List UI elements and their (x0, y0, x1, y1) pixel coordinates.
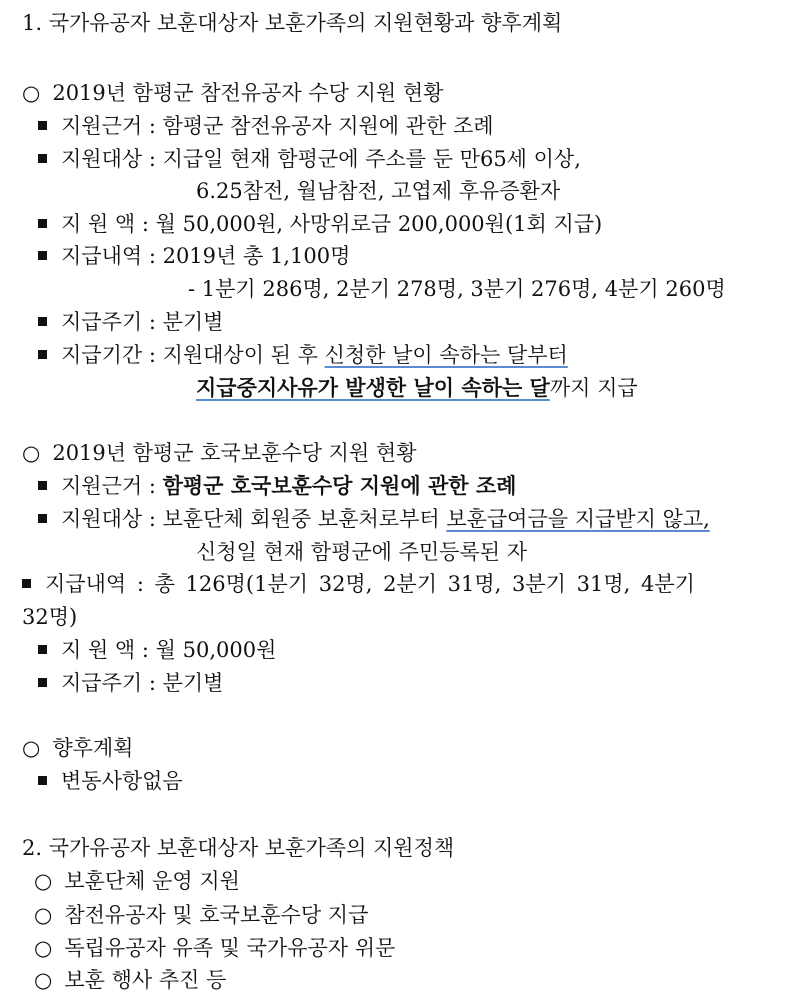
sub2-target-1a: 보훈단체 회원중 보훈처로부터 (162, 507, 447, 531)
sub2-basis: 함평군 호국보훈수당 지원에 관한 조례 (162, 473, 517, 498)
sub1-cycle-line (38, 307, 223, 337)
sub1-target-label: 지원대상 : (61, 147, 163, 171)
sub3-title: 향후계획 (52, 736, 134, 760)
sub1-period-1a: 지원대상이 된 후 (162, 343, 325, 367)
sub2-cycle-label: 지급주기 : (61, 671, 163, 695)
sub2-details-label: 지급내역 : (45, 572, 155, 596)
square-bullet-icon (38, 251, 47, 260)
circle-bullet-icon: ○ (34, 968, 53, 992)
square-bullet-icon (22, 579, 31, 588)
circle-bullet-icon: ○ (34, 903, 53, 927)
sub2-target-label: 지원대상 : (61, 507, 163, 531)
sub2-details-2: 32명) (22, 605, 78, 629)
sub1-details-1: 2019년 총 1,100명 (162, 244, 351, 268)
sub1-amount: 월 50,000원, 사망위로금 200,000원(1회 지급) (155, 212, 603, 236)
sub1-basis-line (38, 111, 494, 141)
square-bullet-icon (38, 776, 47, 785)
circle-bullet-icon: ○ (34, 936, 53, 960)
section1-heading: 1. 국가유공자 보훈대상자 보훈가족의 지원현황과 향후계획 (22, 11, 563, 35)
sub2-details-line (22, 569, 695, 599)
section2-item (34, 866, 240, 896)
sub2-details-1: 총 126명(1분기 32명, 2분기 31명, 3분기 31명, 4분기 (154, 572, 695, 596)
square-bullet-icon (38, 219, 47, 228)
sub1-period-2b: 까지 지급 (549, 376, 638, 400)
sub1-cycle-label: 지급주기 : (61, 310, 163, 334)
sub2-basis-label: 지원근거 : (61, 474, 163, 498)
square-bullet-icon (38, 154, 47, 163)
square-bullet-icon (38, 514, 47, 523)
sub2-target-line (38, 504, 710, 534)
square-bullet-icon (38, 481, 47, 490)
section2-heading: 2. 국가유공자 보훈대상자 보훈가족의 지원정책 (22, 836, 455, 860)
sub1-period-2-line (196, 373, 638, 403)
section2-item (34, 965, 226, 995)
sub1-cycle: 분기별 (162, 310, 224, 334)
sub3-title-line (22, 733, 133, 763)
sub1-amount-line (38, 209, 602, 239)
sub1-period-label: 지급기간 : (61, 343, 163, 367)
sub1-details-2: - 1분기 286명, 2분기 278명, 3분기 276명, 4분기 260명 (188, 277, 726, 301)
circle-bullet-icon: ○ (22, 441, 41, 465)
sub1-period-2a: 지급중지사유가 발생한 날이 속하는 달 (196, 375, 550, 400)
sub1-basis-label: 지원근거 : (61, 114, 163, 138)
square-bullet-icon (38, 678, 47, 687)
circle-bullet-icon: ○ (22, 736, 41, 760)
sub1-basis: 함평군 참전유공자 지원에 관한 조례 (162, 114, 494, 138)
sub1-target-1: 지급일 현재 함평군에 주소를 둔 만65세 이상, (162, 147, 581, 171)
circle-bullet-icon: ○ (34, 869, 53, 893)
sub1-details-line (38, 241, 350, 271)
sub2-amount-label: 지 원 액 : (61, 638, 156, 662)
sub2-target-2: 신청일 현재 함평군에 주민등록된 자 (196, 540, 527, 564)
sub2-cycle: 분기별 (162, 671, 224, 695)
section2-item (34, 933, 395, 963)
sub1-amount-label: 지 원 액 : (61, 212, 156, 236)
section2-item-label: 보훈단체 운영 지원 (64, 869, 240, 893)
circle-bullet-icon: ○ (22, 81, 41, 105)
square-bullet-icon (38, 645, 47, 654)
sub2-title-line (22, 438, 416, 468)
sub1-title-line (22, 78, 443, 108)
square-bullet-icon (38, 121, 47, 130)
sub2-title: 2019년 함평군 호국보훈수당 지원 현황 (52, 441, 417, 465)
sub1-details-label: 지급내역 : (61, 244, 163, 268)
sub1-target-line (38, 144, 581, 174)
sub3-item: 변동사항없음 (61, 769, 183, 793)
section2-item-label: 참전유공자 및 호국보훈수당 지급 (64, 903, 369, 927)
section2-item-label: 독립유공자 유족 및 국가유공자 위문 (64, 936, 396, 960)
section2-item-label: 보훈 행사 추진 등 (64, 968, 227, 992)
sub2-cycle-line (38, 668, 223, 698)
section2-item (34, 900, 368, 930)
sub2-amount: 월 50,000원 (155, 638, 277, 662)
sub2-amount-line (38, 635, 276, 665)
sub1-period-1b: 신청한 날이 속하는 달부터 (324, 343, 568, 367)
square-bullet-icon (38, 350, 47, 359)
sub1-target-2: 6.25참전, 월남참전, 고엽제 후유증환자 (196, 179, 561, 203)
sub3-item-line (38, 766, 183, 796)
sub1-title: 2019년 함평군 참전유공자 수당 지원 현황 (52, 81, 444, 105)
square-bullet-icon (38, 317, 47, 326)
sub2-basis-line (38, 471, 516, 501)
sub2-target-1b: 보훈급여금을 지급받지 않고, (446, 507, 710, 531)
sub1-period-line (38, 340, 568, 370)
